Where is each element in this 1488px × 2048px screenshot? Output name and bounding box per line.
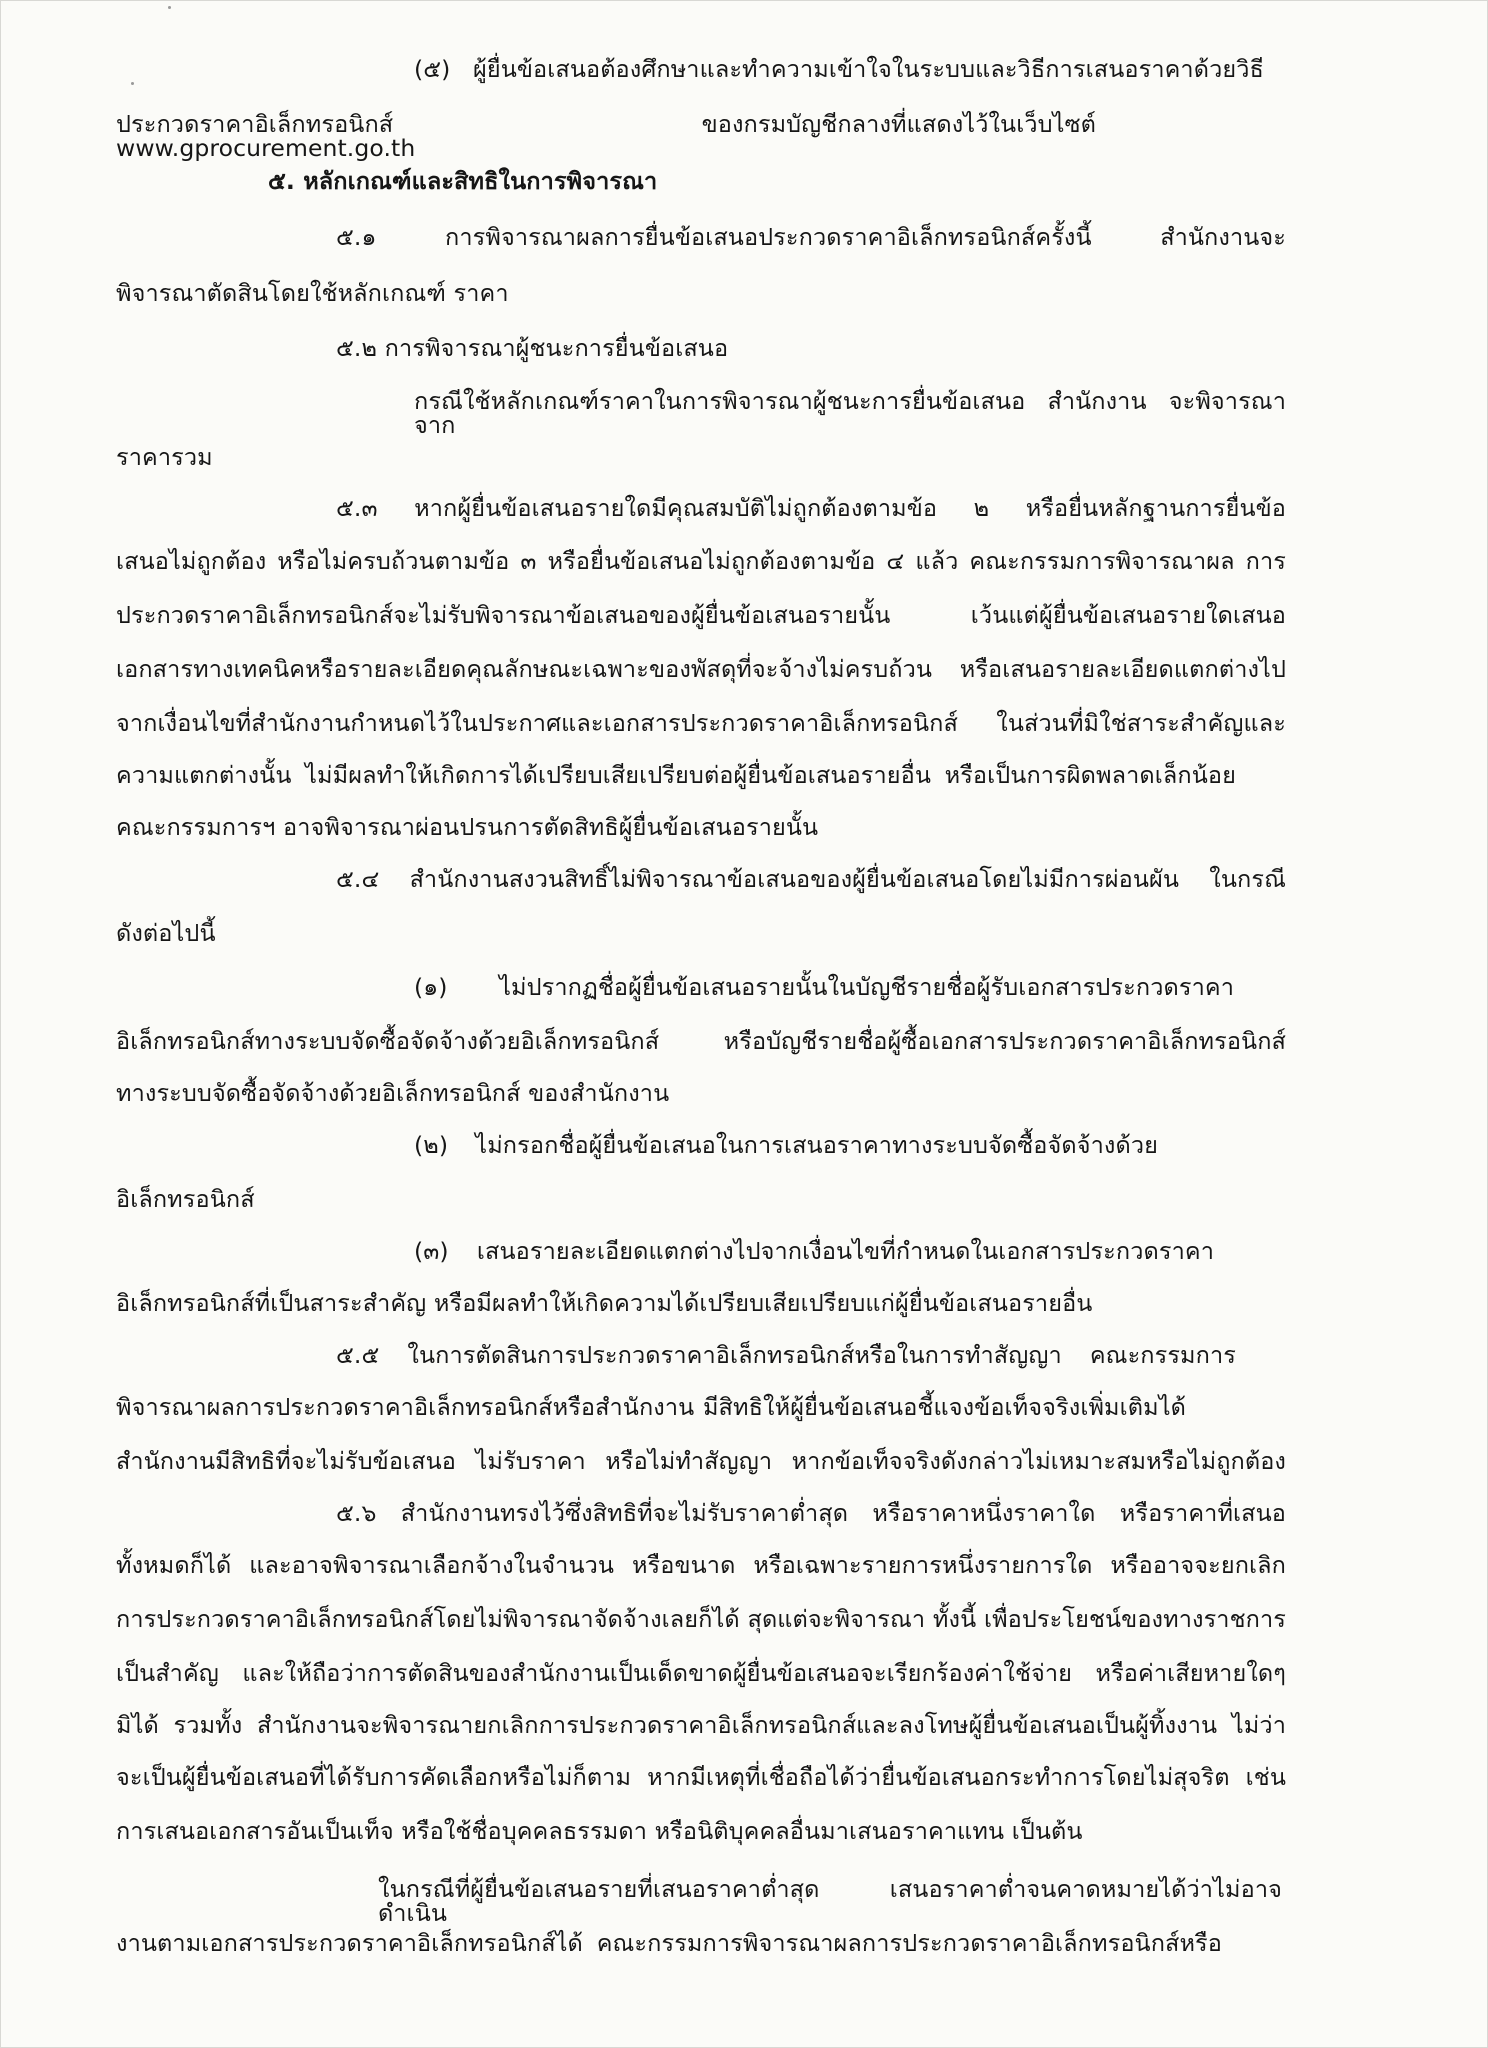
text-line: อิเล็กทรอนิกส์ที่เป็นสาระสำคัญ หรือมีผลทำให้เกิดความได้เปรียบเสียเปรียบแก่ผู้ยื่นข้อเสนอรายอื่น: [116, 1289, 1093, 1317]
scan-speck: [131, 82, 134, 85]
text-line: ราคารวม: [116, 443, 213, 471]
text-line: ๕.๕ ในการตัดสินการประกวดราคาอิเล็กทรอนิกส์หรือในการทำสัญญา คณะกรรมการ: [336, 1341, 1236, 1369]
text-line: ทั้งหมดก็ได้ และอาจพิจารณาเลือกจ้างในจำนวน หรือขนาด หรือเฉพาะรายการหนึ่งรายการใด หรืออาจจะยกเลิก: [116, 1551, 1286, 1579]
text-line: พิจารณาผลการประกวดราคาอิเล็กทรอนิกส์หรือสำนักงาน มีสิทธิให้ผู้ยื่นข้อเสนอชี้แจงข้อเท็จจริงเพิ่มเติมได้: [116, 1393, 1186, 1421]
text-line: พิจารณาตัดสินโดยใช้หลักเกณฑ์ ราคา: [116, 279, 509, 307]
text-line: เป็นสำคัญ และให้ถือว่าการตัดสินของสำนักงานเป็นเด็ดขาดผู้ยื่นข้อเสนอจะเรียกร้องค่าใช้จ่าย หรือค่าเสียหายใดๆ: [116, 1659, 1286, 1687]
scan-speck: [168, 6, 171, 9]
text-line: ความแตกต่างนั้น ไม่มีผลทำให้เกิดการได้เปรียบเสียเปรียบต่อผู้ยื่นข้อเสนอรายอื่น หรือเป็นการผิดพลาดเล็กน้อย: [116, 761, 1236, 789]
text-line: อิเล็กทรอนิกส์: [116, 1185, 255, 1213]
text-line: ๕.๒ การพิจารณาผู้ชนะการยื่นข้อเสนอ: [336, 334, 729, 362]
text-line: เสนอไม่ถูกต้อง หรือไม่ครบถ้วนตามข้อ ๓ หรือยื่นข้อเสนอไม่ถูกต้องตามข้อ ๔ แล้ว คณะกรรมการพิจารณาผล การ: [116, 547, 1286, 575]
text-line: ในกรณีที่ผู้ยื่นข้อเสนอรายที่เสนอราคาต่ำสุด เสนอราคาต่ำจนคาดหมายได้ว่าไม่อาจดำเนิน: [378, 1875, 1282, 1927]
text-line: กรณีใช้หลักเกณฑ์ราคาในการพิจารณาผู้ชนะการยื่นข้อเสนอ สำนักงาน จะพิจารณาจาก: [414, 387, 1286, 439]
text-line: มิได้ รวมทั้ง สำนักงานจะพิจารณายกเลิกการประกวดราคาอิเล็กทรอนิกส์และลงโทษผู้ยื่นข้อเสนอเป็นผู้ทิ้งงาน ไม่ว่า: [116, 1711, 1286, 1739]
text-line: ประกวดราคาอิเล็กทรอนิกส์ ของกรมบัญชีกลางที่แสดงไว้ในเว็บไซต์ www.gprocurement.go.th: [116, 110, 1096, 162]
text-line: ประกวดราคาอิเล็กทรอนิกส์จะไม่รับพิจารณาข้อเสนอของผู้ยื่นข้อเสนอรายนั้น เว้นแต่ผู้ยื่นข้อเสนอรายใดเสนอ: [116, 601, 1286, 629]
text-line: (๕) ผู้ยื่นข้อเสนอต้องศึกษาและทำความเข้าใจในระบบและวิธีการเสนอราคาด้วยวิธี: [414, 55, 1264, 83]
text-line: อิเล็กทรอนิกส์ทางระบบจัดซื้อจัดจ้างด้วยอิเล็กทรอนิกส์ หรือบัญชีรายชื่อผู้ซื้อเอกสารประกวดราคาอิเล็กทรอนิกส์: [116, 1027, 1286, 1055]
text-line: การเสนอเอกสารอันเป็นเท็จ หรือใช้ชื่อบุคคลธรรมดา หรือนิติบุคคลอื่นมาเสนอราคาแทน เป็นต้น: [116, 1817, 1083, 1845]
text-line: (๑) ไม่ปรากฏชื่อผู้ยื่นข้อเสนอรายนั้นในบัญชีรายชื่อผู้รับเอกสารประกวดราคา: [414, 973, 1234, 1001]
text-line: ดังต่อไปนี้: [116, 919, 216, 947]
text-line: จากเงื่อนไขที่สำนักงานกำหนดไว้ในประกาศและเอกสารประกวดราคาอิเล็กทรอนิกส์ ในส่วนที่มิใช่สาระสำคัญและ: [116, 709, 1286, 737]
text-line: ๕.๓ หากผู้ยื่นข้อเสนอรายใดมีคุณสมบัติไม่ถูกต้องตามข้อ ๒ หรือยื่นหลักฐานการยื่นข้อ: [336, 494, 1286, 522]
text-line: ทางระบบจัดซื้อจัดจ้างด้วยอิเล็กทรอนิกส์ ของสำนักงาน: [116, 1079, 670, 1107]
text-line: การประกวดราคาอิเล็กทรอนิกส์โดยไม่พิจารณาจัดจ้างเลยก็ได้ สุดแต่จะพิจารณา ทั้งนี้ เพื่อประโยชน์ของทางราชการ: [116, 1605, 1286, 1633]
text-line: สำนักงานมีสิทธิที่จะไม่รับข้อเสนอ ไม่รับราคา หรือไม่ทำสัญญา หากข้อเท็จจริงดังกล่าวไม่เหมาะสมหรือไม่ถูกต้อง: [116, 1447, 1286, 1475]
text-line: (๓) เสนอรายละเอียดแตกต่างไปจากเงื่อนไขที่กำหนดในเอกสารประกวดราคา: [414, 1237, 1214, 1265]
section-heading: ๕. หลักเกณฑ์และสิทธิในการพิจารณา: [268, 167, 658, 195]
text-line: ๕.๑ การพิจารณาผลการยื่นข้อเสนอประกวดราคาอิเล็กทรอนิกส์ครั้งนี้ สำนักงานจะ: [336, 223, 1286, 251]
text-line: (๒) ไม่กรอกชื่อผู้ยื่นข้อเสนอในการเสนอราคาทางระบบจัดซื้อจัดจ้างด้วย: [414, 1131, 1158, 1159]
text-line: งานตามเอกสารประกวดราคาอิเล็กทรอนิกส์ได้ คณะกรรมการพิจารณาผลการประกวดราคาอิเล็กทรอนิกส์หรือ: [116, 1929, 1222, 1957]
text-line: ๕.๔ สำนักงานสงวนสิทธิ์ไม่พิจารณาข้อเสนอของผู้ยื่นข้อเสนอโดยไม่มีการผ่อนผัน ในกรณี: [336, 865, 1286, 893]
text-line: จะเป็นผู้ยื่นข้อเสนอที่ได้รับการคัดเลือกหรือไม่ก็ตาม หากมีเหตุที่เชื่อถือได้ว่ายื่นข้อเสนอกระทำการโดยไม่สุจริต เช่น: [116, 1763, 1286, 1791]
text-line: เอกสารทางเทคนิคหรือรายละเอียดคุณลักษณะเฉพาะของพัสดุที่จะจ้างไม่ครบถ้วน หรือเสนอรายละเอียดแตกต่างไป: [116, 655, 1286, 683]
text-line: ๕.๖ สำนักงานทรงไว้ซึ่งสิทธิที่จะไม่รับราคาต่ำสุด หรือราคาหนึ่งราคาใด หรือราคาที่เสนอ: [336, 1499, 1286, 1527]
text-line: คณะกรรมการฯ อาจพิจารณาผ่อนปรนการตัดสิทธิผู้ยื่นข้อเสนอรายนั้น: [116, 813, 819, 841]
